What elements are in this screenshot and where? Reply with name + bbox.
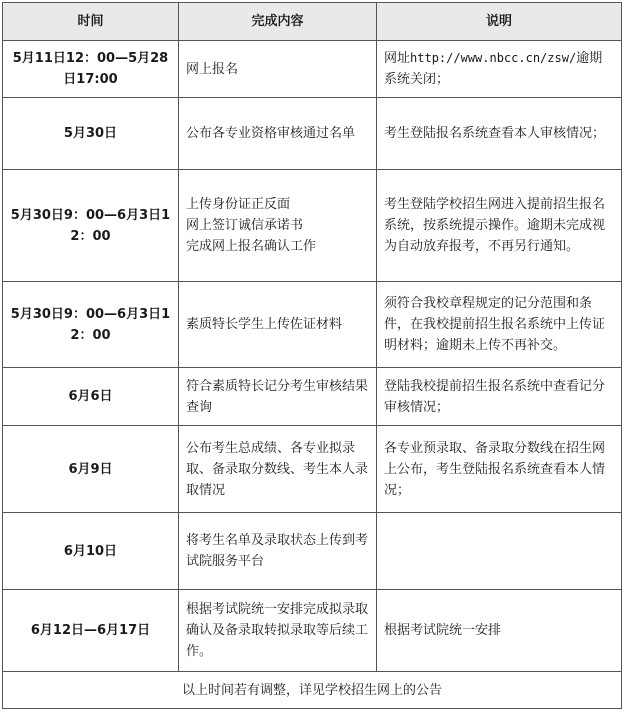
cell-time: 6月9日 <box>3 426 179 513</box>
cell-content: 公布各专业资格审核通过名单 <box>179 98 377 170</box>
cell-note: 须符合我校章程规定的记分范围和条件，在我校提前招生报名系统中上传证明材料；逾期未上传不再补交。 <box>377 282 622 368</box>
cell-note: 根据考试院统一安排 <box>377 590 622 672</box>
table-row <box>3 590 622 672</box>
header-row <box>3 3 622 41</box>
note-prefix: 网址 <box>384 51 411 66</box>
cell-content: 根据考试院统一安排完成拟录取确认及备录取转拟录取等后续工作。 <box>179 590 377 672</box>
table-row <box>3 368 622 426</box>
cell-time: 5月30日9：00—6月3日12：00 <box>3 282 179 368</box>
schedule-table <box>2 2 622 709</box>
content-line: 完成网上报名确认工作 <box>186 239 317 254</box>
footer-note: 以上时间若有调整，详见学校招生网上的公告 <box>3 672 622 709</box>
cell-note <box>377 513 622 590</box>
table-row <box>3 170 622 282</box>
table-row <box>3 513 622 590</box>
table-row <box>3 426 622 513</box>
footer-row <box>3 672 622 709</box>
cell-time: 5月30日 <box>3 98 179 170</box>
url-link[interactable]: http://www.nbcc.cn/zsw/ <box>410 51 577 65</box>
cell-note: 考生登陆学校招生网进入提前招生报名系统，按系统提示操作。逾期未完成视为自动放弃报考，不再另行通知。 <box>377 170 622 282</box>
note-suffix: 逾期系统关闭； <box>384 51 603 87</box>
cell-content <box>179 170 377 282</box>
cell-time: 6月6日 <box>3 368 179 426</box>
header-note: 说明 <box>377 3 622 41</box>
table-row <box>3 41 622 98</box>
cell-time: 5月11日12：00—5月28日17:00 <box>3 41 179 98</box>
table-row <box>3 282 622 368</box>
header-content: 完成内容 <box>179 3 377 41</box>
header-time: 时间 <box>3 3 179 41</box>
cell-note: 考生登陆报名系统查看本人审核情况； <box>377 98 622 170</box>
cell-note: 登陆我校提前招生报名系统中查看记分审核情况； <box>377 368 622 426</box>
cell-note <box>377 41 622 98</box>
cell-content: 公布考生总成绩、各专业拟录取、备录取分数线、考生本人录取情况 <box>179 426 377 513</box>
cell-time: 5月30日9：00—6月3日12：00 <box>3 170 179 282</box>
cell-content: 素质特长学生上传佐证材料 <box>179 282 377 368</box>
cell-content: 符合素质特长记分考生审核结果查询 <box>179 368 377 426</box>
cell-time: 6月10日 <box>3 513 179 590</box>
table-row <box>3 98 622 170</box>
cell-time: 6月12日—6月17日 <box>3 590 179 672</box>
cell-note: 各专业预录取、备录取分数线在招生网上公布，考生登陆报名系统查看本人情况； <box>377 426 622 513</box>
content-line: 上传身份证正反面 <box>186 197 291 212</box>
content-line: 网上签订诚信承诺书 <box>186 218 304 233</box>
cell-content: 将考生名单及录取状态上传到考试院服务平台 <box>179 513 377 590</box>
cell-content: 网上报名 <box>179 41 377 98</box>
